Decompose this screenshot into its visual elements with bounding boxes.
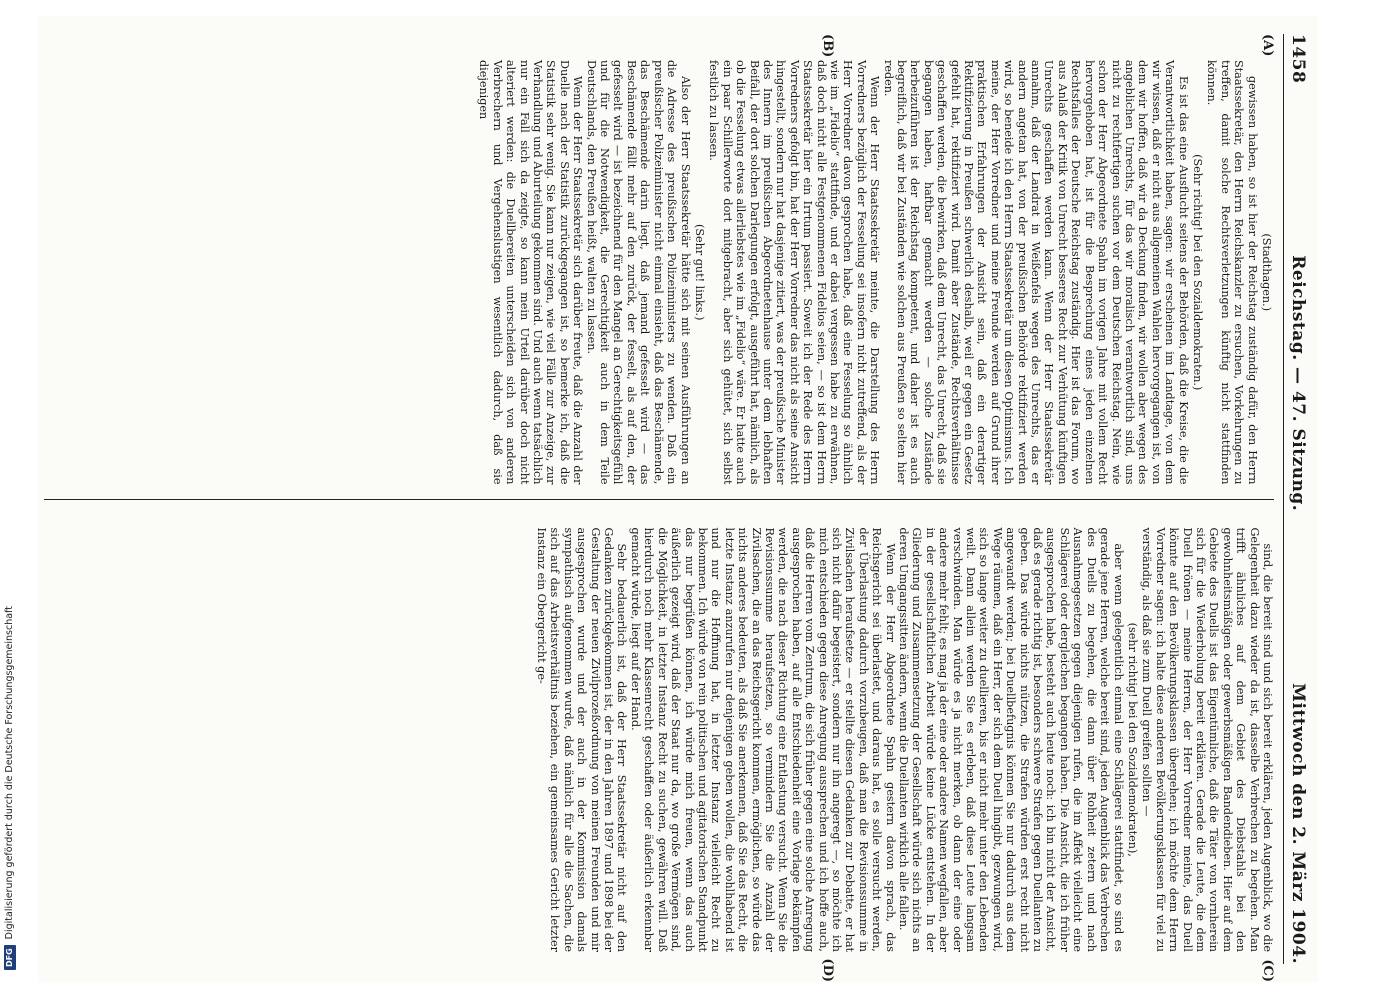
paragraph: Es ist das eine Ausflucht seitens der Behörden, daß die Kreise, die die Verantwortlichkeit haben, sagen: wir erscheinen im Landtage, von dem wir wissen, daß er nicht aus allgemeinen Wahlen hervorgegangen ist, von dem wir hoffen, daß wir da Deckung finden, wir wollen aber wegen des angeblichen Unrechts, für das wir moralisch verantwortlich sind, uns nicht zu rechtfertigen suchen vor dem Deutschen Reichstag. Nein, wie schon der Herr Abgeordnete Spahn im vorigen Jahre mit vollem Recht hervorgehoben hat, ist für die Besprechung eines jeden einzelnen Rechtsfalles der Deutsche Reichstag zuständig. Hier ist das Forum, wo aus Anlaß der Kritik von Unrecht besseres Recht zur Verhütung künftigen Unrechts geschaffen werden kann. Wenn der Herr Staatssekretär annahm, daß der Landrat in Weißenfels wegen des Unrechts, das er andern angetan hat, von der preußischen Behörde rektifiziert werden wird, so beneide ich den Herrn Staatssekretär um diesen Optimismus. Ich meine, der Herr Vorredner und meine Freunde werden auf Grund ihrer praktischen Erfahrungen der Ansicht sein, daß ein derartiger Rektifizierung in Preußen schwerlich deshalb, weil er gegen ein Gesetz gefehlt hat, rektifiziert wird. Damit aber Zustände, Rechtsverhältnisse geschaffen werden, die bewirken, daß dem Unrecht, das Unrecht, daß sie begangen haben, haftbar gemacht werden — solche Zustände herbeizuführen ist der Reichstag kompetent, und daher ist es auch begreiflich, daß wir bei Zuständen wie solchen aus Preußen so selten hier reden. xyxy=(881,60,1190,485)
paragraph: sind, die bereit sind und sich bereit erklären, jeden Augenblick, wo die Gelegenheit dazu wieder da ist, dasselbe Verbrechen zu begehen. Man trifft ähnliches auf dem Gebiet des Diebstahls bei den gewohnheitsmäßigen oder gewerbsmäßigen Bandendieben. Hier auf dem Gebiete des Duells ist das Eigentümliche, daß die Täter von vornherein sich für die Wiederholung bereit erklären. Gerade die Leute, die dem Duell frönen — meine Herren, der Herr Vorredner meinte, das Duell könnte auf den Bevölkerungsklassen übergehen; ich möchte dem Herrn Vorredner sagen: ich halte diese anderen Bevölkerungsklassen für viel zu verständig, als daß sie zum Duell greifen sollten — xyxy=(1140,527,1274,952)
dfg-logo: DFG xyxy=(4,945,16,970)
rotated-document-page xyxy=(38,16,1318,982)
text-columns xyxy=(44,34,1275,982)
interjection: (sehr richtig! bei den Sozialdemokraten), xyxy=(1125,622,1139,857)
paragraph: aber wenn gelegentlich einmal eine Schlägerei stattfindet, so sind es gerade jene Herren, welche bereit sind, jeden Augenblick das Verbrechen des Duells zu begehen, die dann über Rohheit zetern und nach Ausnahmegesetzen gegen diejenigen rufen, die im Affekt vielleicht eine Schlägerei oder dergleichen begangen haben. Die Ansicht, die ich früher ausgesprochen habe, besteht auch heute noch: ich bin nicht der Ansicht, daß es gerade richtig ist, besonders schwere Strafen gegen Duellanten zu geben. Das würde nichts nützen, die Strafen würden erst recht nicht angewandt werden; bei Duellbefugnis können Sie nur dadurch aus dem Wege räumen, daß ein Herr, der sich dem Duell hingibt, gezwungen wird, sich so lange weiter zu duellieren, bis er nicht mehr unter den Lebenden weilt. Dann allein werden Sie es erleben, daß diese Leute langsam verschwinden. Man würde es ja nicht merken, ob dann der eine oder andere mehr fehlt; es mag ja der eine oder andere Namen wegfallen, aber in der gesellschaftlichen Arbeit würde keine Lücke entstehen. In der Gliederung und Zusammensetzung der Gesellschaft würde sich nichts an deren Umgangssitten ändern, wenn die Duellanten wirklich alle fallen. xyxy=(897,527,1125,952)
margin-mark-d: (D) xyxy=(820,958,835,982)
session-date: Mittwoch den 2. März 1904. xyxy=(1288,683,1308,964)
running-head xyxy=(1283,34,1312,964)
credit-text: Digitalisierung gefördert durch die Deutsche Forschungsgemeinschaft xyxy=(4,606,15,940)
left-column xyxy=(44,34,1274,499)
paragraph: gewissen haben, so ist hier der Reichstag zuständig dafür, den Herrn Staatssekretär, den Herrn Reichskanzler zu ersuchen, Vorkehrungen zu treffen, damit solche Rechtsverletzungen künftig nicht stattfinden können. xyxy=(1205,60,1259,485)
margin-mark-c: (C) xyxy=(1260,959,1275,982)
paragraph: Also der Herr Staatssekretär hätte sich mit seinen Ausführungen an die Adresse des preußischen Polizeiministers zu wenden. Daß ein preußischer Polizeiminister nicht einmal einsieht, daß das Beschämende, das Beschämende darin liegt, daß jemand gefesselt wird — das Beschämende fällt mehr auf den zurück, der fesselt, als auf den, der gefesselt wird — ist bezeichnend für den Mangel an Gerechtigkeitsgefühl und für die Notwendigkeit, die Gerechtigkeit auch in dem Teile Deutschlands, den Preußen heißt, walten zu lassen. xyxy=(584,60,692,485)
paragraph: Wenn der Herr Abgeordnete Spahn gestern davon sprach, das Reichsgericht sei überlastet, und daraus hat, es solle versucht werden, der Überlastung dadurch vorzubeugen, daß man die Revisionssumme in Zivilsachen heraufsetze — er stellte diesen Gedanken zur Debatte, er hat sich nicht dafür begeistert, sondern nur ihn angeregt —, so möchte ich mich entschieden gegen diese Anregung aussprechen und ich hoffe auch, daß die Herren vom Zentrum, die sich früher gegen eine solche Anregung ausgesprochen haben, auf alle Entschiedenheit eine Vorlage bekämpfen werden, die nach dieser Richtung eine Entlastung versucht. Wenn Sie die Revisionssumme heraufsetzen, so vermindern Sie die Anzahl der Zivilsachen, die an das Reichsgericht kommen, ermöglichen, so würde das nichts anderes bedeuten, als daß Sie anerkennen, daß Sie das Recht, die letzte Instanz anzurufen nur denjenigen geben wollen, die wohlhabend ist und nur die Hoffnung hat, in letzter Instanz vielleicht Recht zu bekommen. Ich würde von rein politischen und agitatorischen Standpunkt das nur begrüßen können, ich würde mich freuen, wenn das auch äußerlich gezeigt wird, daß der Staat nur da, wo große Vermögen sind, die Möglichkeit, in letzter Instanz Recht zu suchen, gewähren will. Daß hierdurch noch mehr Klassenrecht geschaffen oder äußerlich erkennbar gemacht würde, liegt auf der Hand. xyxy=(628,527,897,952)
page-title: Reichstag. — 47. Sitzung. xyxy=(1288,255,1308,512)
margin-mark-b: (B) xyxy=(820,34,835,58)
margin-mark-a: (A) xyxy=(1260,34,1275,57)
interjection: (Sehr gut! links.) xyxy=(692,224,706,321)
digitization-credit xyxy=(2,0,18,1000)
paragraph: Wenn der Herr Staatssekretär meinte, die Darstellung des Herrn Vorredners bezüglich der Fesselung sei insofern nicht zutreffend, als der Herr Vorredner davon gesprochen habe, daß eine Fesselung so ähnlich wie im „Fidelio“ stattfinde, und er dabei vergessen habe zu erwähnen, daß doch nicht alle Festgenommenen Fidelios seien, — so ist dem Herrn Staatssekretär hier ein Irrtum passiert. Soweit ich der Rede des Herrn Vorredners gefolgt bin, hat der Herr Vorredner das nicht als seine Ansicht hingestellt, sondern nur hat dasjenige zitiert, was der preußische Minister des Innern im preußischen Abgeordnetenhause unter dem lebhaften Beifall, der dort solchen Darlegungen erfolgt, ausgeführt hat, nämlich, als ob die Fesselung etwas allerliebstes wie im „Fidelio“ wäre. Er hatte auch ein paar Schillerworte dort mitgebracht, aber sich gehütet, sich selbst festlich zu lassen. xyxy=(707,60,882,485)
right-column xyxy=(44,499,1275,982)
paragraph: Wenn der Herr Staatssekretär sich darüber freute, daß die Anzahl der Duelle nach der Statistik zurückgegangen ist, so bemerke ich, daß die Statistik sehr wenig. Sie kann nur zeigen, wie viel Fälle zur Anzeige, zur Verhandlung und Aburteilung gekommen sind. Und auch wenn tatsächlich nur ein Fall sich da zeigte, so kann mein Urteil darüber doch nicht alteriert werden: die Duellbereiten unterscheiden sich von anderen Verbrechern und Vergehenslustigen wesentlich dadurch, daß sie diejenigen xyxy=(477,60,585,485)
interjection: (Sehr richtig! bei den Sozialdemokraten.) xyxy=(1190,154,1204,391)
paragraph: Sehr bedauerlich ist, daß der Herr Staatssekretär nicht auf den Gedanken zurückgekommen ist, der in den Jahren 1897 und 1898 bei der Gestaltung der neuen Zivilprozeßordnung von meinen Freunden und mir ausgesprochen wurde und der auch in der Kommission damals sympathisch aufgenommen wurde, daß nämlich für alle die Sachen, die sich auf das Arbeitsverhältnis beziehen, ein gemeinsames Gericht letzter Instanz ein Obergericht ge- xyxy=(535,527,629,952)
page-number: 1458 xyxy=(1288,34,1308,84)
speaker-continuation: (Stadthagen.) xyxy=(1260,233,1273,312)
